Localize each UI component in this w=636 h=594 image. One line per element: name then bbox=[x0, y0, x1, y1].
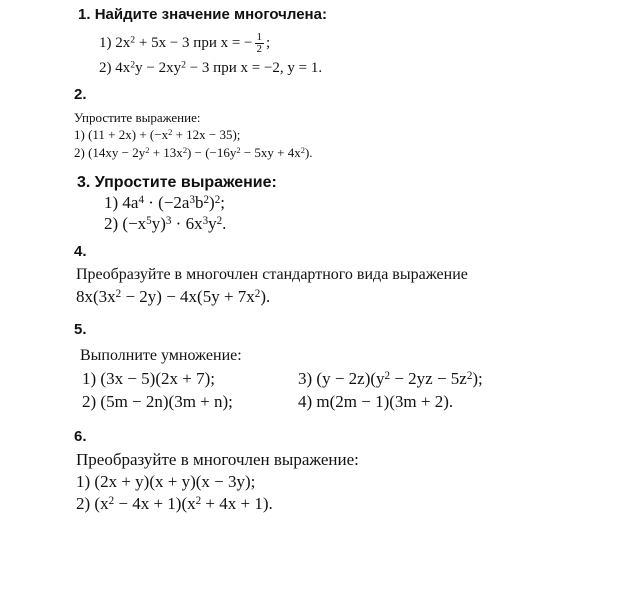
fraction: $\frac{1}{2}$ bbox=[256, 31, 263, 55]
task-6-number: 6. bbox=[74, 428, 87, 445]
task-3-heading: Упростите выражение: bbox=[94, 174, 277, 191]
task-1-item-2: 2) $4x^2y - 2xy^2 - 3$ при x = −2, y = 1. bbox=[99, 59, 323, 76]
task-6-heading: Преобразуйте в многочлен выражение: bbox=[76, 450, 359, 469]
task-4-expression: $8x(3x^2 - 2y) - 4x(5y + 7x^2)$. bbox=[76, 287, 271, 306]
task-6-item-2: 2) $(x^2 - 4x + 1)(x^2 + 4x + 1)$. bbox=[76, 494, 273, 513]
task-5-number: 5. bbox=[74, 321, 87, 338]
task-1-heading: Найдите значение многочлена: bbox=[94, 6, 327, 23]
task-1-number: 1. bbox=[78, 6, 91, 23]
task-3-title bbox=[77, 174, 277, 192]
task-2-item-1: 1) $(11 + 2x) + (-x^2 + 12x - 35)$; bbox=[74, 127, 241, 142]
task-4-number: 4. bbox=[74, 243, 87, 260]
task-2-number: 2. bbox=[74, 86, 87, 103]
task-5-item-3: 3) $(y - 2z)(y^2 - 2yz - 5z^2)$; bbox=[298, 369, 483, 388]
task-6-item-1: 1) (2x + y)(x + y)(x − 3y); bbox=[76, 472, 256, 491]
task-2-heading: Упростите выражение: bbox=[74, 110, 201, 125]
task-3-number: 3. bbox=[77, 174, 91, 191]
task-5-item-4: 4) m(2m − 1)(3m + 2). bbox=[298, 392, 454, 411]
task-3-item-1: 1) $4a^4 \cdot (-2a^3b^2)^2$; bbox=[104, 193, 225, 212]
task-5-item-2: 2) (5m − 2n)(3m + n); bbox=[82, 392, 233, 411]
task-4-heading: Преобразуйте в многочлен стандартного вида выражение bbox=[76, 266, 468, 283]
task-1-title bbox=[78, 6, 327, 23]
task-2-item-2: 2) $(14xy - 2y^2 + 13x^2) - (-16y^2 - 5xy + 4x^2)$. bbox=[74, 145, 313, 160]
task-1-item-1: 1) $2x^2 + 5x - 3$ при x = − $\frac{1}{2}$ ; bbox=[99, 31, 271, 55]
task-3-item-2: 2) $(-x^5y)^3 \cdot 6x^3y^2$. bbox=[104, 214, 227, 233]
task-5-heading: Выполните умножение: bbox=[80, 347, 242, 364]
task-5-item-1: 1) (3x − 5)(2x + 7); bbox=[82, 369, 215, 388]
